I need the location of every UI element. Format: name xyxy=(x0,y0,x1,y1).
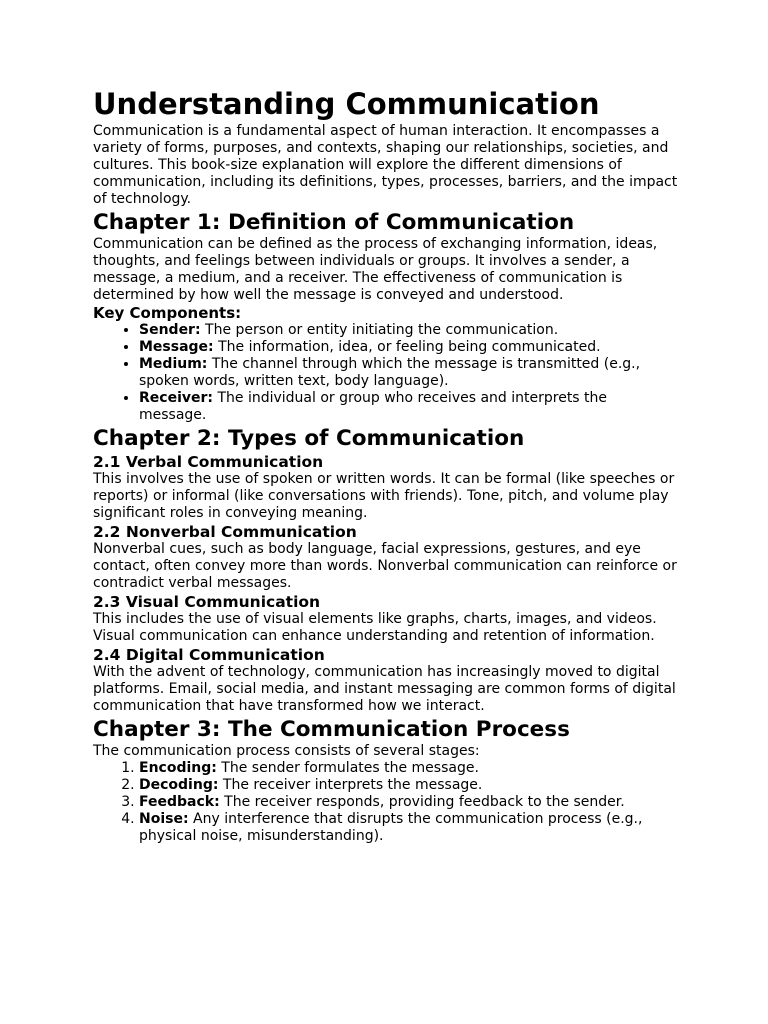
stage-term: Noise: xyxy=(139,811,189,827)
list-item xyxy=(139,760,678,777)
list-item xyxy=(139,794,678,811)
component-desc: The person or entity initiating the communication. xyxy=(200,322,559,338)
list-item xyxy=(139,322,678,339)
stage-term: Decoding: xyxy=(139,777,219,793)
section-body: This involves the use of spoken or written words. It can be formal (like speeches or reports) or informal (like conversations with friends). Tone, pitch, and volume play significant roles in conveying meaning. xyxy=(93,471,675,521)
stage-term: Feedback: xyxy=(139,794,220,810)
component-desc: The information, idea, or feeling being communicated. xyxy=(213,339,601,355)
section-body: Nonverbal cues, such as body language, facial expressions, gestures, and eye contact, often convey more than words. Nonverbal communication can reinforce or contradict verbal messages. xyxy=(93,541,677,591)
component-term: Medium: xyxy=(139,356,208,372)
stage-desc: Any interference that disrupts the communication process (e.g., physical noise, misunderstanding). xyxy=(139,811,643,844)
component-desc: The channel through which the message is transmitted (e.g., spoken words, written text, body language). xyxy=(139,356,641,389)
key-components-heading: Key Components: xyxy=(93,304,242,322)
list-item xyxy=(139,390,678,424)
list-item xyxy=(139,356,678,390)
stage-term: Encoding: xyxy=(139,760,217,776)
component-term: Message: xyxy=(139,339,214,355)
section-heading: 2.3 Visual Communication xyxy=(93,593,321,611)
section-heading: 2.2 Nonverbal Communication xyxy=(93,523,357,541)
list-item xyxy=(139,811,678,845)
stage-desc: The receiver responds, providing feedback to the sender. xyxy=(219,794,625,810)
stage-desc: The receiver interprets the message. xyxy=(218,777,483,793)
process-stages-list xyxy=(93,760,678,845)
stage-desc: The sender formulates the message. xyxy=(216,760,479,776)
list-item xyxy=(139,339,678,356)
chapter-1-heading: Chapter 1: Definition of Communication xyxy=(93,210,575,235)
document-title: Understanding Communication xyxy=(93,87,600,121)
chapter-2-heading: Chapter 2: Types of Communication xyxy=(93,426,525,451)
section-body: With the advent of technology, communication has increasingly moved to digital platforms. Email, social media, and instant messaging are common forms of digital communication that have transformed how we interact. xyxy=(93,664,676,714)
section-heading: 2.4 Digital Communication xyxy=(93,646,325,664)
chapter-3-body: The communication process consists of several stages: xyxy=(93,743,480,759)
intro-paragraph: Communication is a fundamental aspect of human interaction. It encompasses a variety of forms, purposes, and contexts, shaping our relationships, societies, and cultures. This book-size explanation will explore the different dimensions of communication, including its definitions, types, processes, barriers, and the impact of technology. xyxy=(93,123,678,207)
component-term: Sender: xyxy=(139,322,201,338)
list-item xyxy=(139,777,678,794)
chapter-3-heading: Chapter 3: The Communication Process xyxy=(93,717,570,742)
component-term: Receiver: xyxy=(139,390,213,406)
component-desc: The individual or group who receives and interprets the message. xyxy=(139,390,608,423)
section-body: This includes the use of visual elements like graphs, charts, images, and videos. Visual communication can enhance understanding and retention of information. xyxy=(93,611,657,644)
chapter-1-body: Communication can be defined as the process of exchanging information, ideas, thoughts, and feelings between individuals or groups. It involves a sender, a message, a medium, and a receiver. The effectiveness of communication is determined by how well the message is conveyed and understood. xyxy=(93,236,658,303)
key-components-list xyxy=(93,322,678,424)
section-heading: 2.1 Verbal Communication xyxy=(93,453,324,471)
